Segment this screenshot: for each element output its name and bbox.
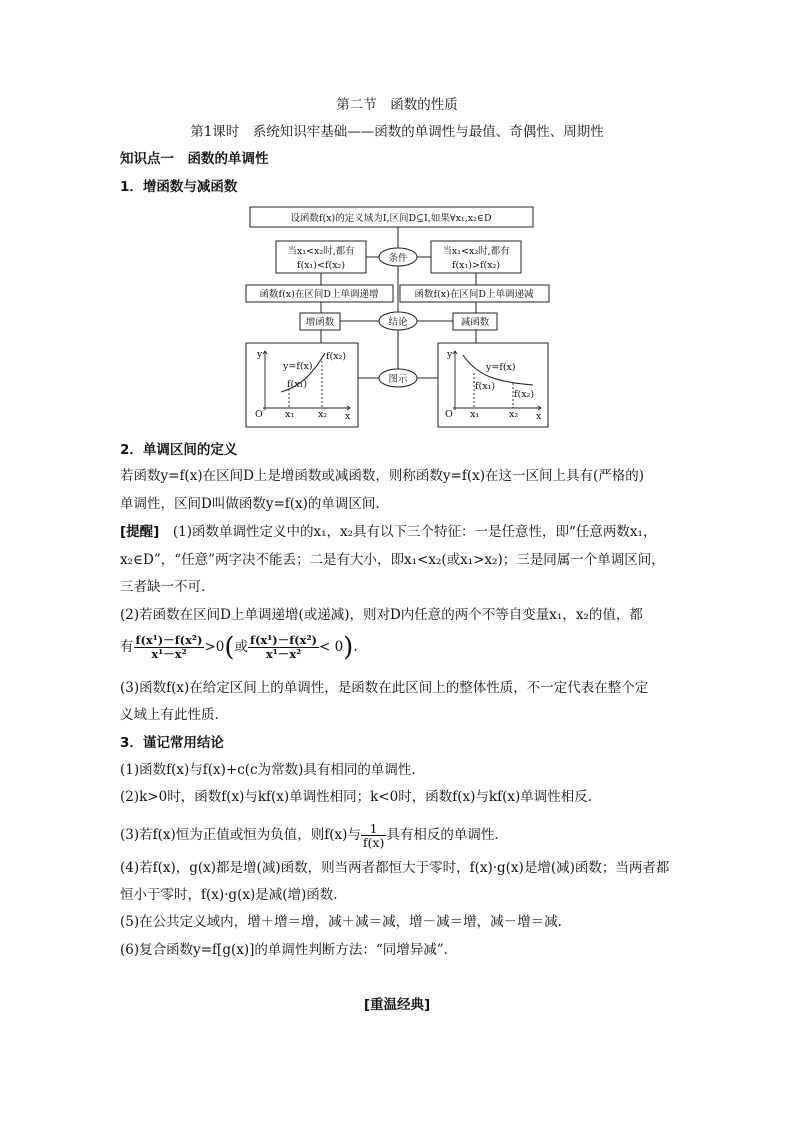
conclusion-4-line2: 恒小于零时，f(x)·g(x)是减(增)函数. [120,887,338,903]
dec-x1: x₁ [470,409,480,420]
conclusion-5: (5)在公共定义域内，增＋增＝增，减＋减＝减，增－减＝增，减－增＝减. [120,914,562,930]
lesson-subtitle: 第1课时 系统知识牢基础——函数的单调性与最值、奇偶性、周期性 [190,124,604,140]
dec-axis-y: y [447,349,453,360]
inc-fx1-label: f(x₁) [287,379,308,390]
fraction-denominator: x¹－x² [151,647,187,661]
tip-label: [提醒] [120,524,160,540]
conclusion-3 [120,822,499,849]
conclusion-4-line1: (4)若f(x)，g(x)都是增(减)函数，则当两者都恒大于零时，f(x)·g(x)是增(减)函数；当两者都 [120,860,670,876]
dec-origin: O [445,409,453,420]
tip-1-line2: x₂∈D”，“任意”两字决不能丢；二是有大小，即x₁<x₂(或x₁>x₂)；三是同属一个单调区间， [120,552,665,568]
oval-diagram-label: 图示 [388,374,408,385]
increasing-desc: 函数f(x)在区间D上单调递增 [259,289,379,300]
oval-conclusion-label: 结论 [388,317,408,328]
condition-right-line1: 当x₁<x₂时,都有 [442,246,510,257]
increasing-function-label: 增函数 [305,317,335,328]
conclusion-3-suffix: 具有相反的单调性. [386,827,499,843]
inc-x2: x₂ [318,409,328,420]
interval-def-line2: 单调性，区间D叫做函数y=f(x)的单调区间. [120,496,380,512]
inc-origin: O [255,409,263,420]
greater-than-zero: >0 [204,639,225,655]
dec-fx1-label: f(x₁) [475,381,496,392]
tip-1-text: (1)函数单调性定义中的x₁，x₂具有以下三个特征：一是任意性，即“任意两数x₁， [172,524,657,540]
diagram-svg [243,205,555,430]
reciprocal-numerator: 1 [361,822,386,836]
monotonicity-diagram [243,205,555,430]
tip-3-line1: (3)函数f(x)在给定区间上的单调性，是函数在此区间上的整体性质，不一定代表在整个定 [120,680,649,696]
paren-close: ) [343,632,354,663]
inc-axis-x: x [345,411,351,422]
difference-quotient [134,634,205,661]
conclusion-6: (6)复合函数y=f[g(x)]的单调性判断方法：“同增异减”. [120,942,448,958]
inc-axis-y: y [257,349,263,360]
dec-x2: x₂ [509,409,519,420]
conclusion-3-prefix: (3)若f(x)恒为正值或恒为负值，则f(x)与 [120,827,361,843]
condition-right-line2: f(x₁)>f(x₂) [451,260,501,271]
review-heading: [重温经典] [363,997,431,1013]
condition-left-line1: 当x₁<x₂时,都有 [287,246,355,257]
tip-3-line2: 义域上有此性质. [120,707,219,723]
paren-open: ( [224,632,235,663]
fraction-numerator-2: f(x¹)－f(x²) [250,633,317,647]
less-than-zero: < 0 [318,639,344,655]
decreasing-desc: 函数f(x)在区间D上单调递减 [414,289,534,300]
tip-1-line3: 三者缺一不可. [120,579,206,595]
section-title: 第二节 函数的性质 [336,97,458,113]
subheading-inc-dec: 1．增函数与减函数 [120,179,238,195]
inc-fx2-label: f(x₂) [326,351,347,362]
reciprocal-denominator: f(x) [362,835,385,850]
decreasing-graph [453,351,541,410]
period: . [353,639,358,655]
condition-left-line2: f(x₁)<f(x₂) [296,260,346,271]
tip-1-line1 [120,522,656,542]
definition-text: 设函数f(x)的定义域为I,区间D⊆I,如果∀x₁,x₂∈D [290,213,492,224]
knowledge-point-heading: 知识点一 函数的单调性 [120,151,269,167]
conclusion-1: (1)函数f(x)与f(x)+c(c为常数)具有相同的单调性. [120,762,416,778]
decreasing-function-label: 减函数 [460,317,490,328]
reciprocal-fraction [361,822,386,849]
inc-curve-label: y=f(x) [283,361,313,372]
or-word: 或 [234,639,249,655]
tip-2-formula [120,634,358,661]
conclusion-2: (2)k>0时，函数f(x)与kf(x)单调性相同；k<0时，函数f(x)与kf(x)单调性相反. [120,789,593,805]
fraction-numerator: f(x¹)－f(x²) [135,633,203,647]
tip-2-line1: (2)若函数在区间D上单调递增(或递减)，则对D内任意的两个不等自变量x₁，x₂的值，都 [120,607,643,623]
difference-quotient-2 [248,634,319,661]
dec-axis-x: x [536,411,542,422]
subheading-interval: 2．单调区间的定义 [120,442,238,458]
dec-curve-label: y=f(x) [486,362,516,373]
inc-x1: x₁ [285,409,295,420]
tip-2-prefix: 有 [120,639,134,655]
subheading-conclusions: 3．谨记常用结论 [120,735,224,751]
fraction-denominator-2: x¹－x² [265,647,302,661]
oval-condition-label: 条件 [388,253,408,264]
interval-def-line1: 若函数y=f(x)在区间D上是增函数或减函数，则称函数y=f(x)在这一区间上具有(严格的) [120,468,645,484]
dec-fx2-label: f(x₂) [514,389,535,400]
